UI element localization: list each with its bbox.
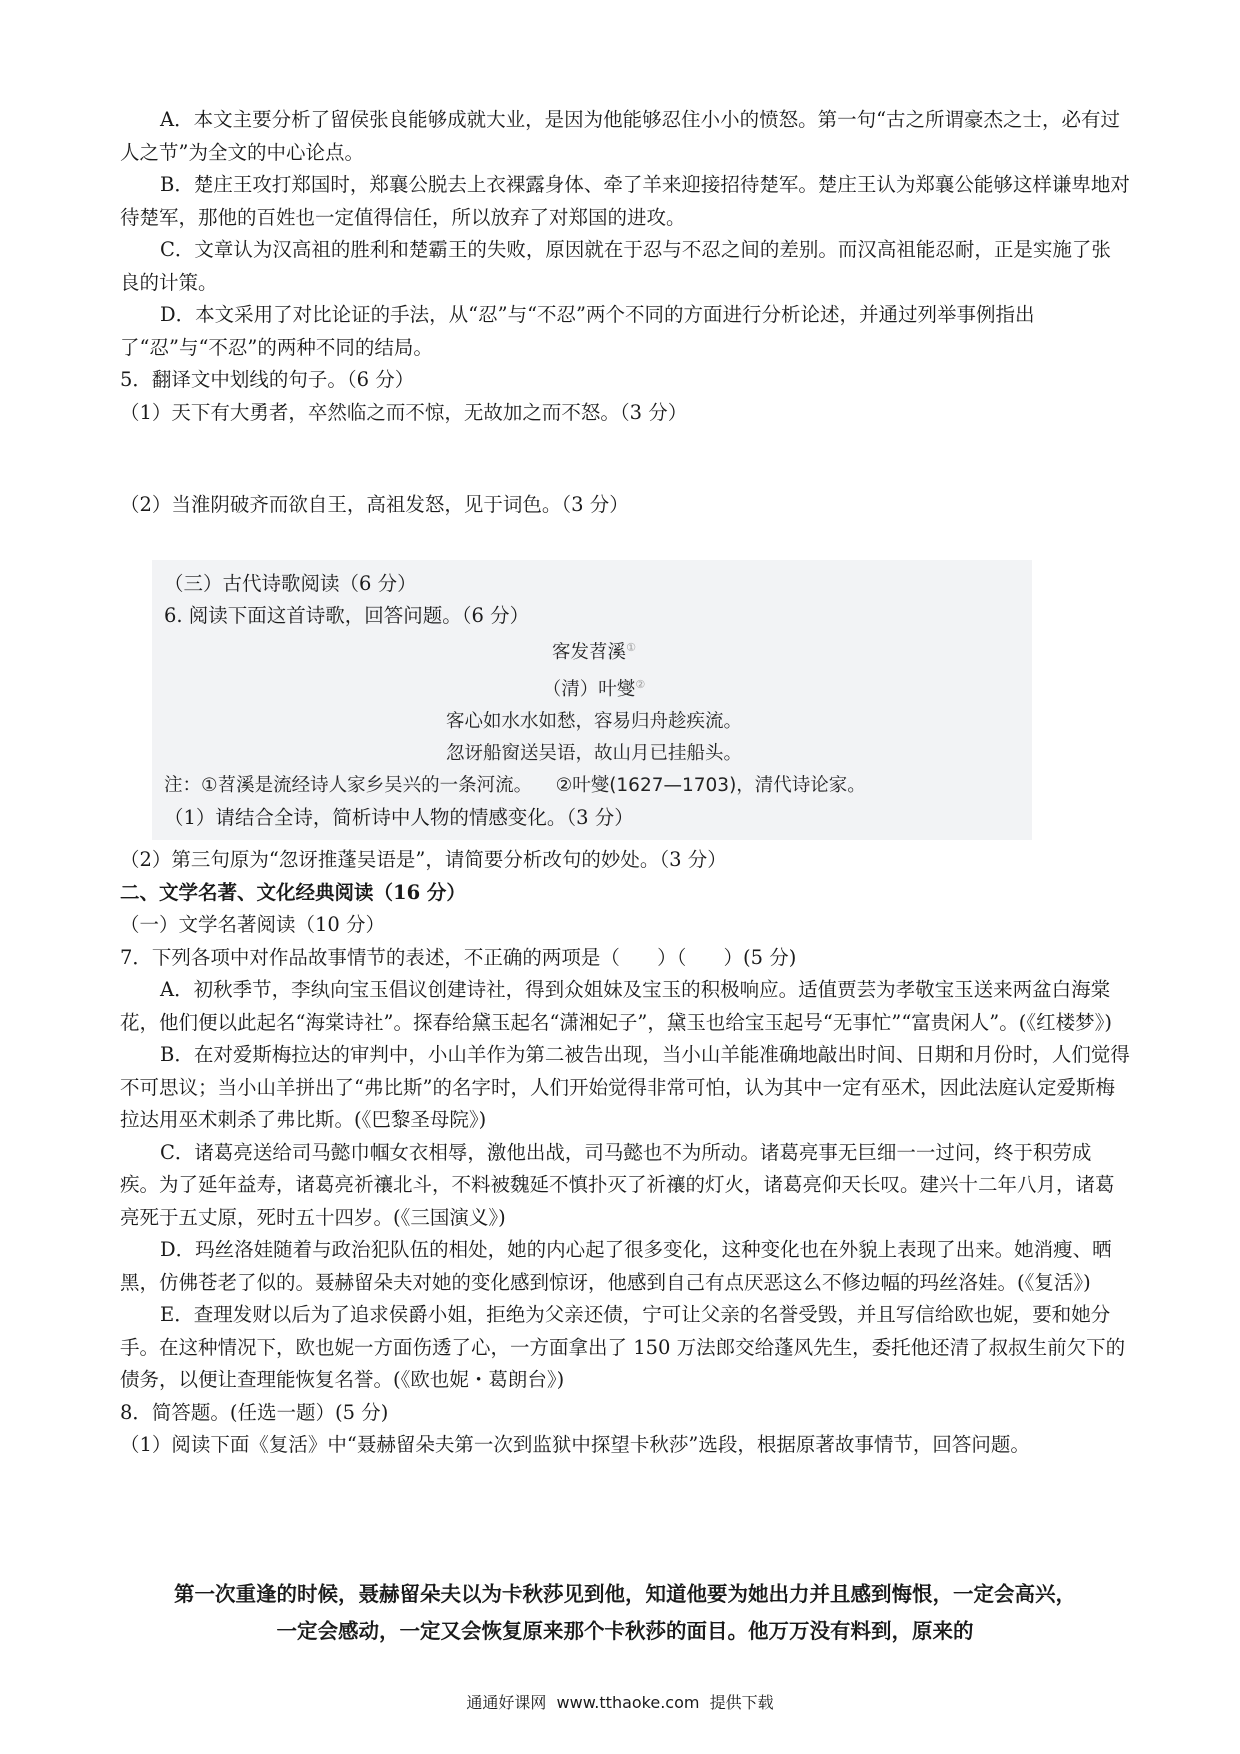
question-5: 5．翻译文中划线的句子。（6 分） [120, 368, 415, 391]
option-b: B．楚庄王攻打郑国时，郑襄公脱去上衣裸露身体、牵了羊来迎接招待楚军。楚庄王认为郑襄公能够这样谦卑地对待楚军，那他的百姓也一定值得信任，所以放弃了对郑国的进攻。 [120, 173, 1130, 229]
option-d: D．本文采用了对比论证的手法，从“忍”与“不忍”两个不同的方面进行分析论述，并通过列举事例指出了“忍”与“不忍”的两种不同的结局。 [120, 303, 1035, 359]
poem-heading: （三）古代诗歌阅读（6 分） [164, 572, 417, 595]
question4-options [120, 104, 1130, 429]
option-a: A．本文主要分析了留侯张良能够成就大业，是因为他能够忍住小小的愤怒。第一句“古之所谓豪杰之士，必有过人之节”为全文的中心论点。 [120, 108, 1121, 164]
part-2-1-heading: （一）文学名著阅读（10 分） [120, 913, 386, 936]
question-6: 6. 阅读下面这首诗歌，回答问题。（6 分） [164, 604, 530, 627]
part-2-heading: 二、文学名著、文化经典阅读（16 分） [120, 880, 466, 904]
poem-note: 注：①苕溪是流经诗人家乡吴兴的一条河流。 ②叶燮(1627—1703)，清代诗论家。 [164, 775, 866, 797]
excerpt-line-1: 第一次重逢的时候，聂赫留朵夫以为卡秋莎见到他，知道他要为她出力并且感到悔恨，一定会高兴， [174, 1582, 1076, 1606]
question-8: 8．简答题。(任选一题）(5 分) [120, 1400, 389, 1424]
question-6-2: （2）第三句原为“忽讶推蓬吴语是”，请简要分析改句的妙处。（3 分） [120, 848, 727, 871]
poem-line-1: 客心如水水如愁，容易归舟趁疾流。 [445, 711, 742, 733]
poem-author-note-mark: ② [635, 678, 646, 692]
poem-author: （清）叶燮 [542, 679, 636, 701]
question-7-option-d: D．玛丝洛娃随着与政治犯队伍的相处，她的内心起了很多变化，这种变化也在外貌上表现了出来。她消瘦、晒黑，仿佛苍老了似的。聂赫留朵夫对她的变化感到惊讶，他感到自己有点厌恶这么不修边幅的玛丝洛娃。(《复活》) [120, 1238, 1112, 1294]
poem-title-line [164, 632, 1024, 669]
novel-excerpt [120, 1576, 1130, 1650]
question-7-option-e: E．查理发财以后为了追求侯爵小姐，拒绝为父亲还债，宁可让父亲的名誉受毁，并且写信给欧也妮，要和她分手。在这种情况下，欧也妮一方面伤透了心，一方面拿出了 150 万法郎交给蓬风先生，委托他还清了叔叔生前欠下的债务，以便让查理能恢复名誉。(《欧也妮・葛朗台》) [120, 1303, 1126, 1391]
poem-title: 客发苕溪 [552, 642, 627, 664]
poem-author-line [164, 669, 1024, 706]
page-footer: 通通好课网 www.tthaoke.com 提供下载 [466, 1693, 774, 1712]
question-8-1: （1）阅读下面《复活》中“聂赫留朵夫第一次到监狱中探望卡秋莎”选段，根据原著故事情节，回答问题。 [120, 1433, 1030, 1456]
poem-line-2: 忽讶船窗送吴语，故山月已挂船头。 [445, 743, 742, 765]
option-c: C．文章认为汉高祖的胜利和楚霸王的失败，原因就在于忍与不忍之间的差别。而汉高祖能忍耐，正是实施了张良的计策。 [120, 238, 1111, 294]
question-7-option-a: A．初秋季节，李纨向宝玉倡议创建诗社，得到众姐妹及宝玉的积极响应。适值贾芸为孝敬宝玉送来两盆白海棠花，他们便以此起名“海棠诗社”。探春给黛玉起名“潇湘妃子”，黛玉也给宝玉起号“无事忙”“富贵闲人”。(《红楼梦》) [120, 978, 1112, 1034]
question-5-1: （1）天下有大勇者，卒然临之而不惊，无故加之而不怒。（3 分） [120, 400, 688, 424]
question-5-2-block [120, 489, 1130, 522]
poem-inner [164, 568, 1024, 834]
question-6-1: （1）请结合全诗，简析诗中人物的情感变化。（3 分） [164, 806, 634, 830]
poem-section [152, 560, 1032, 840]
excerpt-line-2: 一定会感动，一定又会恢复原来那个卡秋莎的面目。他万万没有料到，原来的 [276, 1619, 974, 1643]
literature-section [120, 844, 1130, 1462]
question-7: 7．下列各项中对作品故事情节的表述，不正确的两项是（ ）（ ）(5 分) [120, 945, 797, 969]
question-5-2: （2）当淮阴破齐而欲自王，高祖发怒，见于词色。（3 分） [120, 493, 629, 516]
question-7-option-b: B．在对爱斯梅拉达的审判中，小山羊作为第二被告出现，当小山羊能准确地敲出时间、日期和月份时，人们觉得不可思议；当小山羊拼出了“弗比斯”的名字时，人们开始觉得非常可怕，认为其中一定有巫术，因此法庭认定爱斯梅拉达用巫术刺杀了弗比斯。(《巴黎圣母院》) [120, 1043, 1130, 1131]
question-7-option-c: C．诸葛亮送给司马懿巾帼女衣相辱，激他出战，司马懿也不为所动。诸葛亮事无巨细一一过问，终于积劳成疾。为了延年益寿，诸葛亮祈禳北斗，不料被魏延不慎扑灭了祈禳的灯火，诸葛亮仰天长叹。建兴十二年八月，诸葛亮死于五丈原，死时五十四岁。(《三国演义》) [120, 1140, 1115, 1229]
poem-title-note-mark: ① [626, 641, 636, 654]
